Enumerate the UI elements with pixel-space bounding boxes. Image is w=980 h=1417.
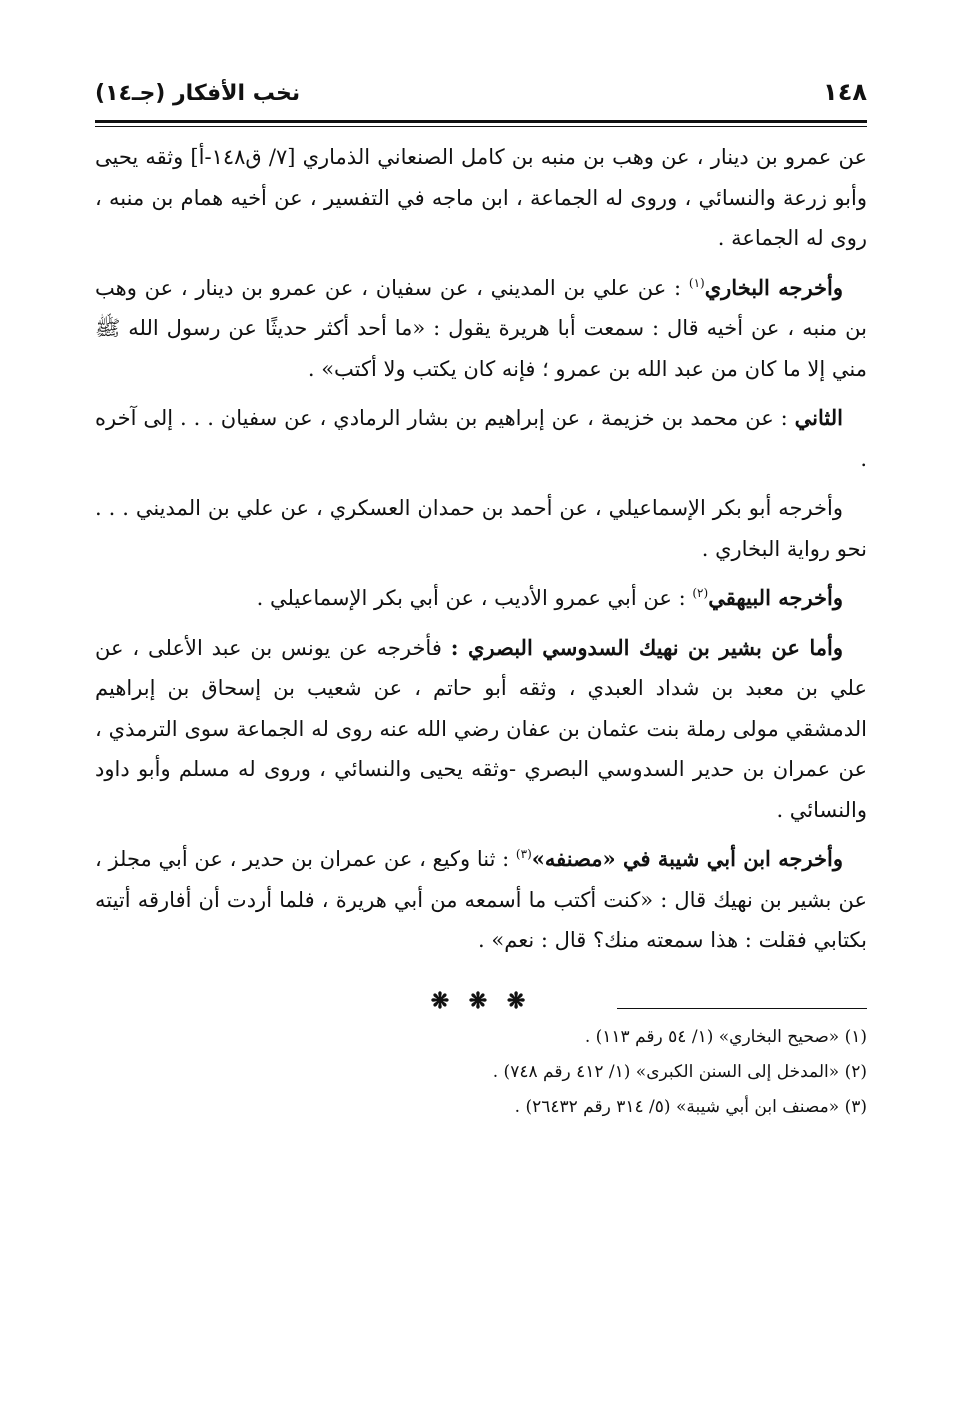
footnotes (95, 1020, 867, 1125)
paragraph-2-text: : عن علي بن المديني ، عن سفيان ، عن عمرو بن دينار ، عن وهب بن منبه ، عن أخيه قال : سمعت أبا هريرة يقول : «ما أحد أكثر حديثًا عن رسول الله ﷺ مني إلا ما كان من عبد الله بن عمرو ؛ فإنه كان يكتب ولا أكتب» . (95, 275, 867, 381)
paragraph-6-text: فأخرجه عن يونس بن عبد الأعلى ، عن علي بن معبد بن شداد العبدي ، وثقه أبو حاتم ، عن شعيب بن إسحاق بن إبراهيم الدمشقي مولى رملة بنت عثمان بن عفان رضي الله عنه روى له الجماعة سوى الترمذي ، عن عمران بن حدير السدوسي البصري -وثقه يحيى والنسائي ، وروى له مسلم وأبو داود والنسائي . (95, 635, 867, 822)
paragraph-5-lead: وأخرجه البيهقي (708, 585, 843, 610)
paragraph-1: عن عمرو بن دينار ، عن وهب بن منبه بن كامل الصنعاني الذماري [٧/ ق١٤٨-أ] وثقه يحيى وأبو زرعة والنسائي ، وروى له الجماعة ، ابن ماجه في التفسير ، عن أخيه همام بن منبه ، روى له الجماعة . (95, 145, 867, 250)
paragraph-7-lead: وأخرجه ابن أبي شيبة في «مصنفه» (531, 846, 843, 871)
header-rule-thick (95, 120, 867, 123)
footnote-rule (617, 1008, 867, 1009)
footnote-ref-3: (٣) (515, 847, 532, 861)
header-rule-thin (95, 126, 867, 127)
running-header (95, 78, 867, 118)
book-page (95, 78, 867, 1358)
footnote-ref-1: (١) (688, 275, 705, 290)
section-separator: ❋ ❋ ❋ (430, 987, 532, 1014)
paragraph-6-lead: وأما عن بشير بن نهيك السدوسي البصري : (450, 634, 843, 660)
paragraph-2-lead: وأخرجه البخاري (704, 274, 843, 300)
footnote-3: (٣) «مصنف ابن أبي شيبة» (٥/ ٣١٤ رقم ٢٦٤٣٢) . (514, 1097, 867, 1117)
main-text (95, 137, 867, 1021)
paragraph-6 (95, 628, 867, 831)
footnote-1: (١) «صحيح البخاري» (١/ ٥٤ رقم ١١٣) . (584, 1027, 867, 1047)
footnote-2: (٢) «المدخل إلى السنن الكبرى» (١/ ٤١٢ رقم ٧٤٨) . (492, 1062, 867, 1082)
paragraph-4: وأخرجه أبو بكر الإسماعيلي ، عن أحمد بن حمدان العسكري ، عن علي بن المديني . . . نحو رواية البخاري . (95, 496, 867, 561)
paragraph-7-text: : ثنا وكيع ، عن عمران بن حدير ، عن أبي مجلز ، عن بشير بن نهيك قال : «كنت أكتب ما أسمعه من أبي هريرة ، فلما أردت أن أفارقه أتيته بكتابي فقلت : هذا سمعته منك؟ قال : نعم» . (95, 847, 867, 952)
page-number: ١٤٨ (823, 78, 867, 106)
paragraph-5-text: : عن أبي عمرو الأديب ، عن أبي بكر الإسماعيلي . (256, 586, 693, 610)
paragraph-2 (95, 268, 867, 390)
paragraph-3-lead: الثاني (794, 405, 843, 430)
book-title: نخب الأفكار (جـ١٤) (95, 81, 301, 106)
paragraph-3-text: : عن محمد بن خزيمة ، عن إبراهيم بن بشار الرمادي ، عن سفيان . . . إلى آخره . (95, 406, 867, 471)
footnote-ref-2: (٢) (692, 586, 709, 600)
paragraph-5 (95, 578, 867, 619)
paragraph-3 (95, 398, 867, 479)
paragraph-7 (95, 839, 867, 961)
